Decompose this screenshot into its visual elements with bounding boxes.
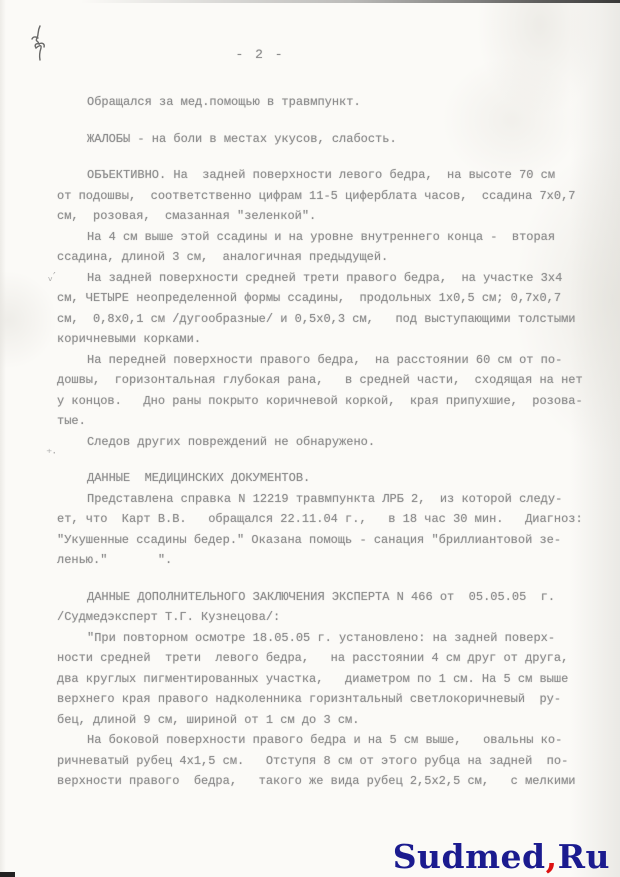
- text-line: ности средней трети левого бедра, на расстоянии 4 см друг от друга,: [57, 651, 569, 665]
- paragraph: [57, 628, 587, 731]
- text-line: Следов других повреждений не обнаружено.: [87, 434, 376, 449]
- page-number: - 2 -: [235, 47, 285, 62]
- text-line: ДАННЫЕ МЕДИЦИНСКИХ ДОКУМЕНТОВ.: [87, 471, 311, 485]
- paragraph: [57, 92, 587, 113]
- text-line: ссадина, длиной 3 см, аналогичная предыдущей.: [57, 250, 389, 264]
- text-line: "При повторном осмотре 18.05.05 г. установлено: на задней поверх-: [87, 630, 556, 645]
- paragraph: [57, 165, 587, 227]
- text-line: ЖАЛОБЫ - на боли в местах укусов, слабость.: [87, 131, 397, 146]
- text-line: На передней поверхности правого бедра, на расстоянии 60 см от по-: [87, 352, 563, 367]
- text-line: дошвы, горизонтальная глубокая рана, в средней части, сходящая на нет: [57, 373, 583, 387]
- paragraph: [57, 730, 587, 792]
- paragraph: [57, 227, 587, 268]
- watermark-text-ru: Ru: [557, 837, 610, 876]
- text-line: бец, длиной 9 см, шириной от 1 см до 3 см.: [57, 712, 360, 727]
- text-line: ДАННЫЕ ДОПОЛНИТЕЛЬНОГО ЗАКЛЮЧЕНИЯ ЭКСПЕРТА N 466 от 05.05.05 г.: [87, 589, 556, 604]
- text-line: ет, что Карт В.В. обращался 22.11.04 г., в 18 час 30 мин. Диагноз:: [57, 512, 583, 526]
- text-line: верхнего края правого надколенника горизнтальный светлокоричневый ру-: [57, 692, 562, 706]
- text-line: см, 0,8х0,1 см /дугообразные/ и 0,5х0,3 см, под выступающими толстыми: [57, 311, 576, 326]
- document-body: [57, 92, 587, 792]
- paragraph: [57, 268, 587, 350]
- text-line: "Укушенные ссадины бедер." Оказана помощь - санация "бриллиантовой зе-: [57, 532, 562, 547]
- text-line: На боковой поверхности правого бедра и на 5 см выше, овальны ко-: [87, 733, 563, 747]
- watermark-logo: [392, 837, 610, 876]
- paragraph: [57, 489, 587, 571]
- text-line: от подошвы, соответственно цифрам 11-5 циферблата часов, ссадина 7х0,7: [57, 188, 576, 203]
- scan-edge-artifact: [80, 0, 620, 3]
- pencil-tick-mark: ᵥ′: [48, 270, 56, 284]
- scan-corner-artifact: [0, 872, 15, 877]
- text-line: тые.: [57, 414, 86, 428]
- text-line: у концов. Дно раны покрыто коричневой коркой, края припухшие, розова-: [57, 393, 583, 408]
- paragraph: [57, 587, 587, 628]
- text-line: На задней поверхности средней трети правого бедра, на участке 3х4: [87, 270, 563, 285]
- watermark-red-comma: ,: [545, 837, 558, 876]
- paragraph: [57, 468, 587, 489]
- text-line: верхности правого бедра, такого же вида рубец 2,5х2,5 см, с мелкими: [57, 774, 576, 788]
- text-line: Представлена справка N 12219 травмпункта ЛРБ 2, из которой следу-: [87, 491, 563, 506]
- paragraph: [57, 432, 587, 453]
- paragraph: [57, 350, 587, 432]
- text-line: ричневатый рубец 4х1,5 см. Отступя 8 см от этого рубца на задней по-: [57, 753, 569, 768]
- text-line: коричневыми корками.: [57, 332, 202, 346]
- text-line: ленью." ".: [57, 553, 173, 567]
- text-line: Обращался за мед.помощью в травмпункт.: [87, 95, 361, 109]
- text-line: см, розовая, смазанная "зеленкой".: [57, 209, 317, 223]
- pencil-plus-mark: ⁺·: [46, 446, 57, 460]
- text-line: см, ЧЕТЫРЕ неопределенной формы ссадины, продольных 1х0,5 см; 0,7х0,7: [57, 291, 562, 305]
- watermark-text-sudmed: Sudmed: [392, 837, 546, 876]
- text-line: /Судмедэксперт Т.Г. Кузнецова/:: [57, 610, 281, 624]
- handwritten-scribble: [24, 24, 58, 68]
- text-line: ОБЪЕКТИВНО. На задней поверхности левого бедра, на высоте 70 см: [87, 168, 556, 182]
- text-line: На 4 см выше этой ссадины и на уровне внутреннего конца - вторая: [87, 229, 556, 244]
- paragraph: [57, 129, 587, 150]
- text-line: два круглых пигментированных участка, диаметром по 1 см. На 5 см выше: [57, 671, 569, 686]
